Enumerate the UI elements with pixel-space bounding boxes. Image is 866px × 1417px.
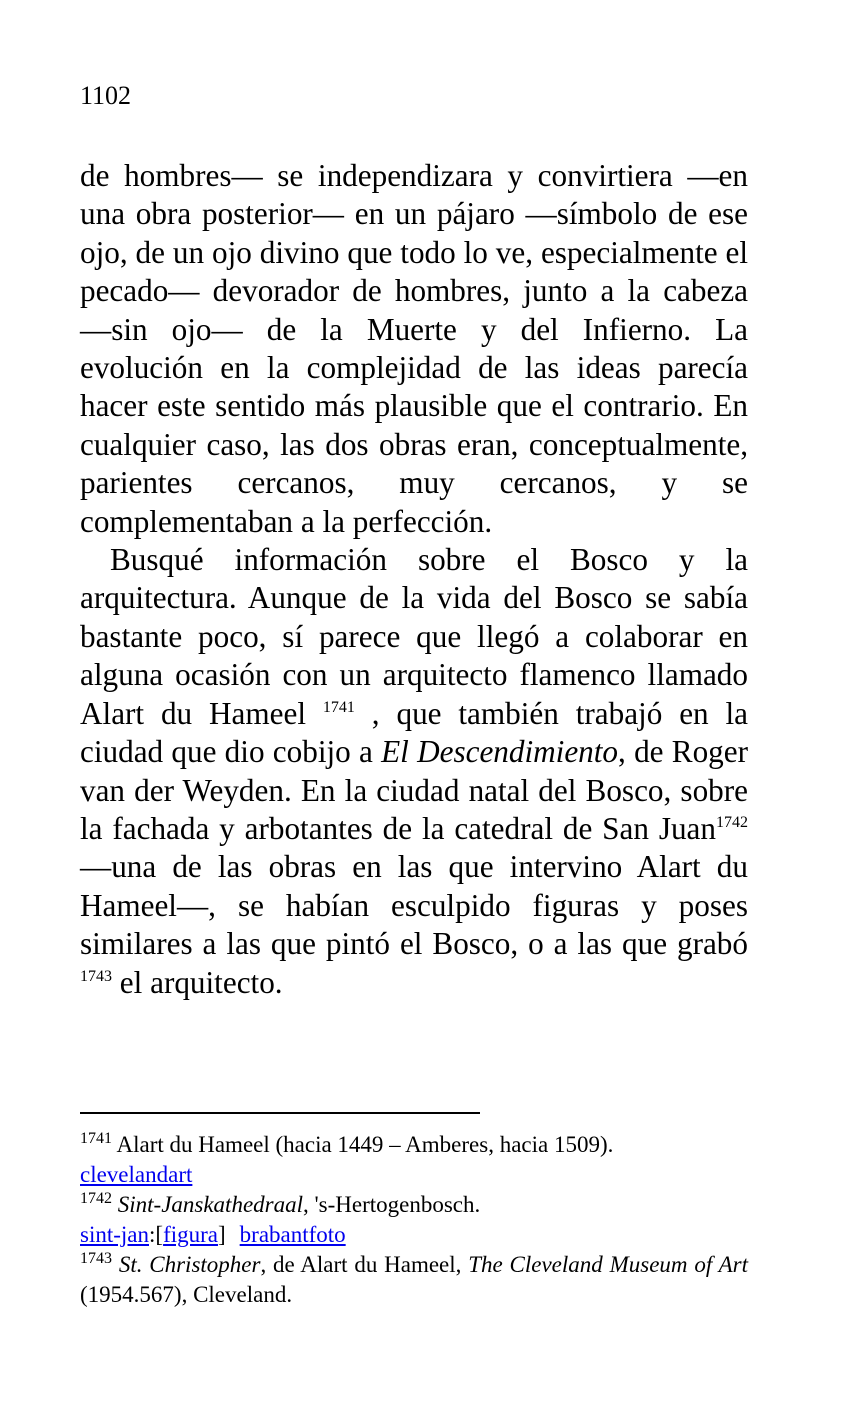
link-clevelandart[interactable]: clevelandart xyxy=(80,1162,193,1187)
paragraph-2-text-b: , que también trabajó en la ciudad que dio cobijo a xyxy=(80,695,749,770)
paragraph-2-text-c: , de Roger van der Weyden. En la ciudad natal del Bosco, sobre la fachada y arbotantes de la catedral de San Juan xyxy=(80,734,749,846)
footnote-italic-title: St. Christopher xyxy=(118,1252,261,1277)
footnote-number: 1743 xyxy=(80,1250,112,1267)
footnote-1741 xyxy=(80,1130,748,1190)
footnote-number: 1741 xyxy=(80,1130,112,1147)
paragraph-2-text-e: el arquitecto. xyxy=(119,964,283,1000)
page-number: 1102 xyxy=(80,81,132,110)
footnote-ref-1742[interactable]: 1742 xyxy=(716,813,748,831)
footnote-divider xyxy=(80,1112,480,1114)
footnote-separator: ] xyxy=(217,1222,226,1247)
link-brabantfoto[interactable]: brabantfoto xyxy=(239,1222,346,1247)
footnote-number: 1742 xyxy=(80,1190,112,1207)
footnote-italic-title: Sint-Janskathedraal xyxy=(117,1192,303,1217)
paragraph-2-text-a: Busqué información sobre el Bosco y la arquitectura. Aunque de la vida del Bosco se sabía bastante poco, sí parece que llegó a colaborar en alguna ocasión con un arquitecto flamenco llamado Alart du Hameel xyxy=(80,542,748,731)
paragraph-1: de hombres— se independizara y convirtiera —en una obra posterior— en un pájaro —símbolo de ese ojo, de un ojo divino que todo lo ve, especialmente el pecado— devorador de hombres, junto a la cabeza —sin ojo— de la Muerte y del Infierno. La evolución en la complejidad de las ideas parecía hacer este sentido más plausible que el contrario. En cualquier caso, las dos obras eran, conceptualmente, parientes cercanos, muy cercanos, y se complementaban a la perfección. xyxy=(80,158,748,539)
italic-title-descendimiento: El Descendimiento xyxy=(381,734,619,770)
footnote-ref-1741[interactable]: 1741 xyxy=(322,698,355,716)
link-sint-jan[interactable]: sint-jan xyxy=(80,1222,149,1247)
footnote-italic-museum: The Cleveland Museum of Art xyxy=(468,1252,748,1277)
footnotes xyxy=(80,1130,748,1310)
footnote-separator: :[ xyxy=(149,1222,164,1247)
footnote-1742 xyxy=(80,1190,748,1250)
link-figura[interactable]: figura xyxy=(163,1222,218,1247)
footnote-text: Alart du Hameel (hacia 1449 – Amberes, hacia 1509). xyxy=(116,1132,614,1157)
paragraph-2-text-d: —una de las obras en las que intervino Alart du Hameel—, se habían esculpido figuras y poses similares a las que pintó el Bosco, o a las que grabó xyxy=(80,849,748,962)
footnote-1743 xyxy=(80,1250,748,1310)
footnote-text: , de Alart du Hameel, xyxy=(260,1252,462,1277)
footnote-text: (1954.567), Cleveland. xyxy=(80,1282,293,1307)
footnote-ref-1743[interactable]: 1743 xyxy=(80,967,112,985)
body-text xyxy=(80,157,748,1002)
footnote-text: , 's-Hertogenbosch. xyxy=(303,1192,481,1217)
paragraph-2 xyxy=(80,541,748,1002)
